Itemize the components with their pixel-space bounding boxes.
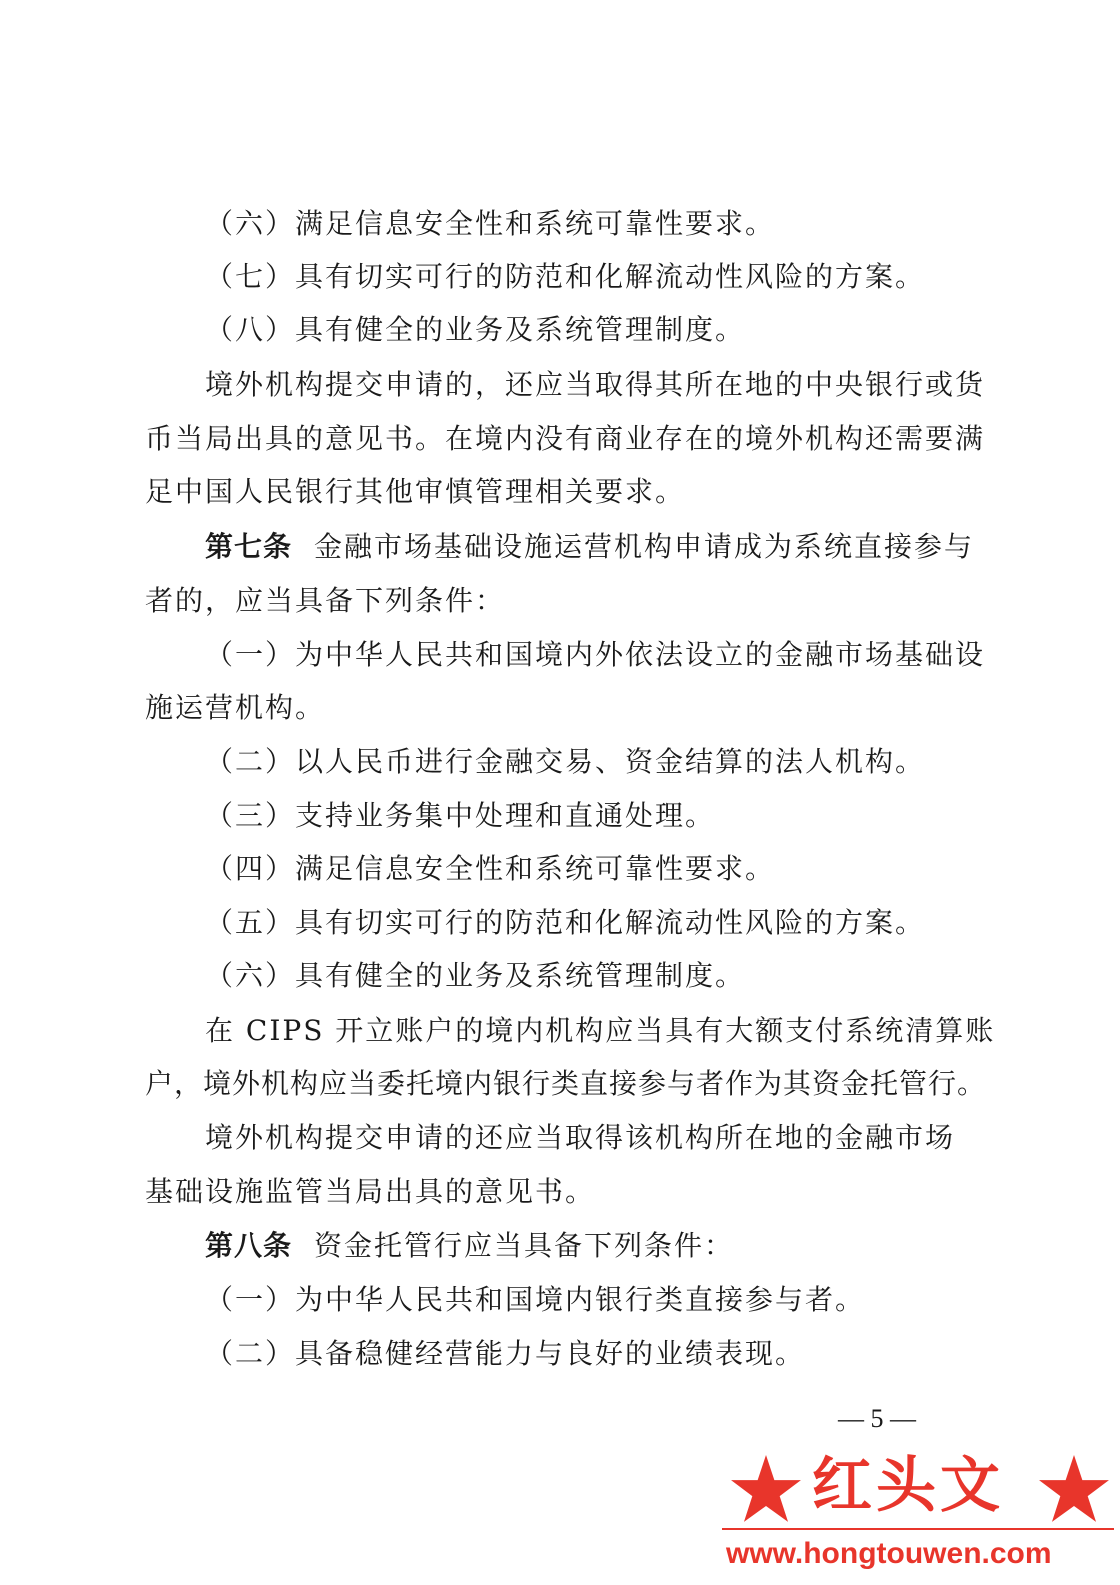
paragraph-line: （六）满足信息安全性和系统可靠性要求。 [205, 207, 776, 240]
star-icon [728, 1452, 804, 1528]
article-seven-text: 金融市场基础设施运营机构申请成为系统直接参与 [314, 530, 975, 563]
paragraph-line: （七）具有切实可行的防范和化解流动性风险的方案。 [205, 260, 926, 293]
paragraph-line: 境外机构提交申请的，还应当取得其所在地的中央银行或货 [205, 368, 986, 401]
article-eight-text: 资金托管行应当具备下列条件： [314, 1229, 735, 1262]
paragraph-line: （二）具备稳健经营能力与良好的业绩表现。 [205, 1337, 806, 1370]
watermark [720, 1440, 1120, 1585]
paragraph-line: 户，境外机构应当委托境内银行类直接参与者作为其资金托管行。 [145, 1067, 987, 1100]
article-eight-heading: 第八条 [205, 1229, 293, 1262]
paragraph-line: （一）为中华人民共和国境内外依法设立的金融市场基础设 [205, 638, 986, 671]
paragraph-line: 者的，应当具备下列条件： [145, 584, 506, 617]
paragraph-line: （三）支持业务集中处理和直通处理。 [205, 799, 716, 832]
star-icon [1036, 1452, 1112, 1528]
paragraph-line: 境外机构提交申请的还应当取得该机构所在地的金融市场 [205, 1121, 956, 1154]
paragraph-line: （八）具有健全的业务及系统管理制度。 [205, 313, 746, 346]
paragraph-line: 币当局出具的意见书。在境内没有商业存在的境外机构还需要满 [145, 422, 986, 455]
paragraph-line: （六）具有健全的业务及系统管理制度。 [205, 959, 746, 992]
paragraph-line: （四）满足信息安全性和系统可靠性要求。 [205, 852, 776, 885]
paragraph-line: 在 CIPS 开立账户的境内机构应当具有大额支付系统清算账 [205, 1014, 996, 1047]
article-eight-line [205, 1228, 734, 1264]
paragraph-line: 施运营机构。 [145, 691, 326, 724]
paragraph-line: 足中国人民银行其他审慎管理相关要求。 [145, 475, 686, 508]
article-seven-heading: 第七条 [205, 530, 293, 563]
paragraph-line: （一）为中华人民共和国境内银行类直接参与者。 [205, 1283, 866, 1316]
watermark-title [720, 1440, 1120, 1532]
paragraph-line: （二）以人民币进行金融交易、资金结算的法人机构。 [205, 745, 926, 778]
paragraph-line: （五）具有切实可行的防范和化解流动性风险的方案。 [205, 906, 926, 939]
watermark-divider [722, 1528, 1114, 1530]
watermark-title-text: 红头文 [812, 1451, 1004, 1521]
page-number: — 5 — [838, 1404, 916, 1433]
paragraph-line: 基础设施监管当局出具的意见书。 [145, 1175, 596, 1208]
watermark-url: www.hongtouwen.com [726, 1537, 1052, 1570]
article-seven-line [205, 529, 974, 565]
